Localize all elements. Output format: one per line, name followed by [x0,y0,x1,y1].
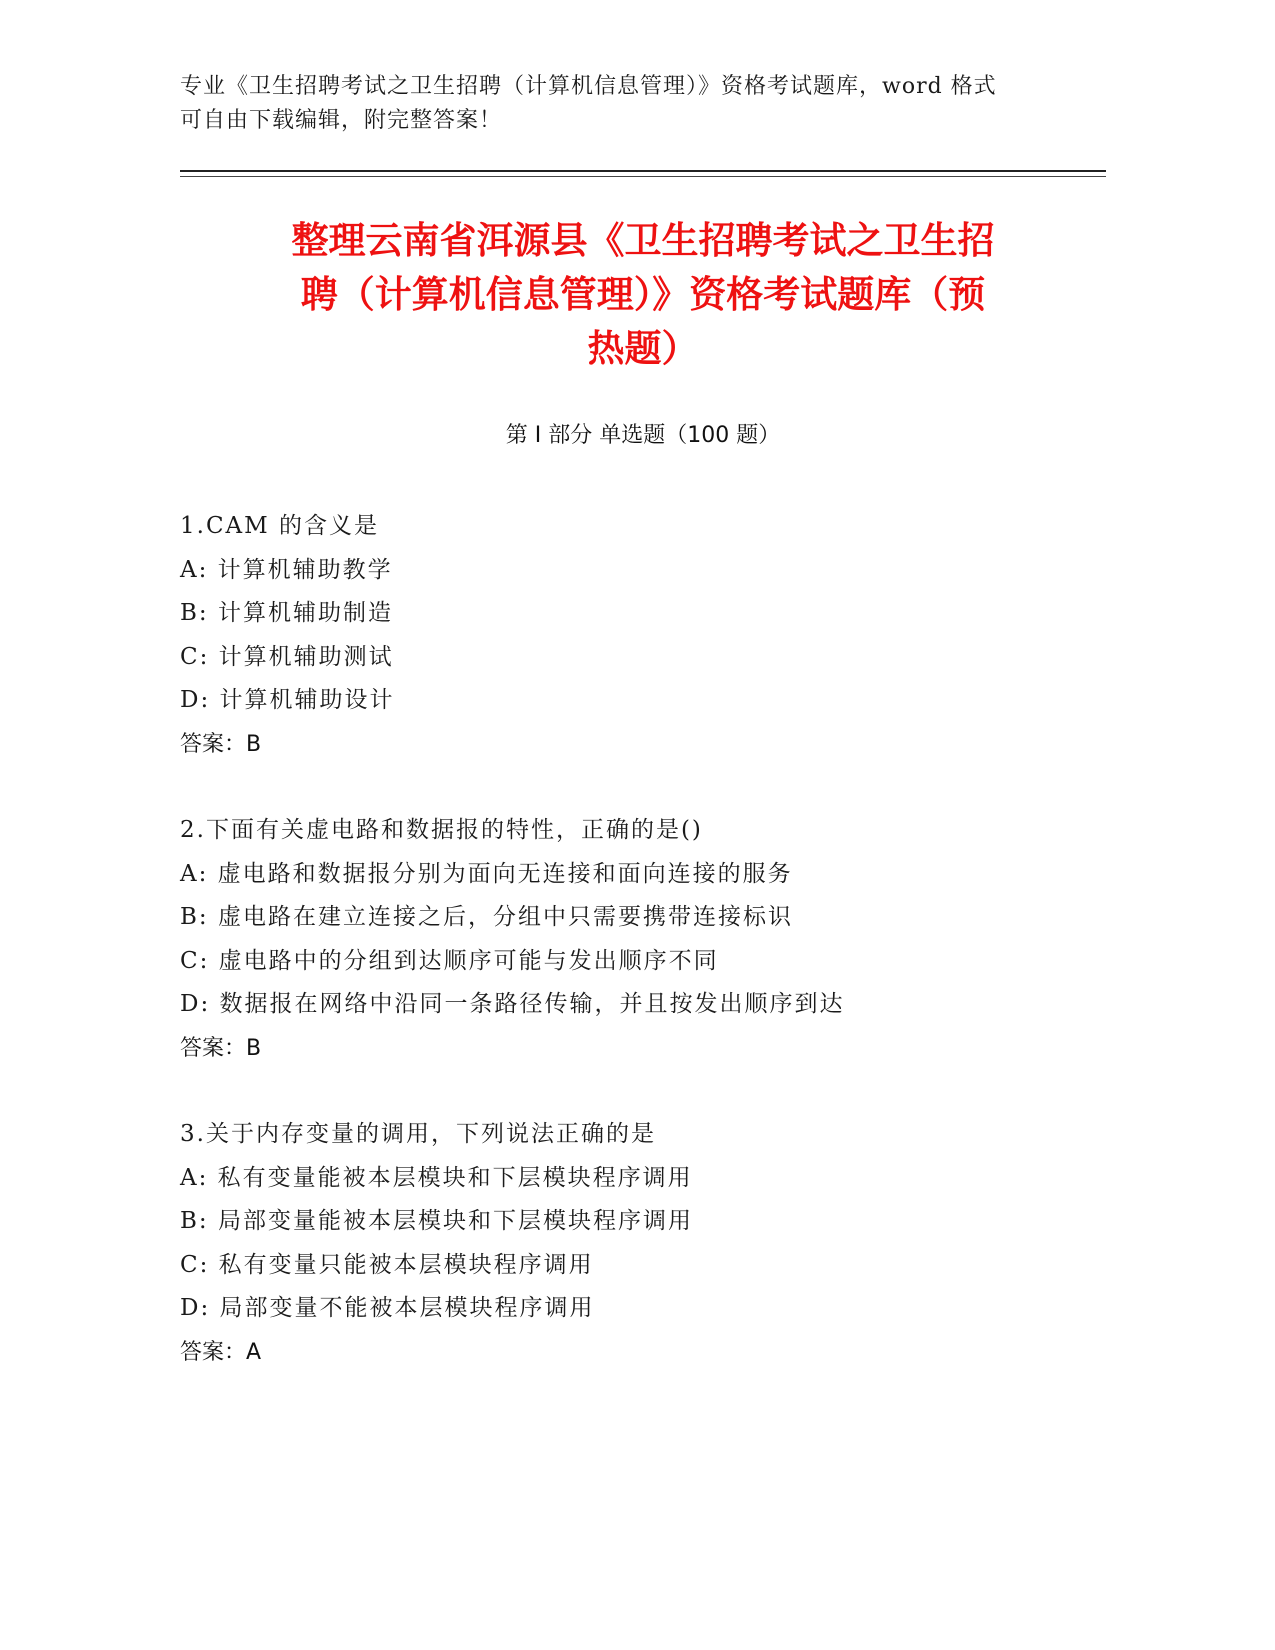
document-title [180,214,1106,376]
option-b: B: 局部变量能被本层模块和下层模块程序调用 [180,1208,693,1234]
answer: 答案：B [180,1035,262,1061]
question-2 [180,809,1106,1070]
option-c: C: 私有变量只能被本层模块程序调用 [180,1251,594,1278]
question-3 [180,1113,1106,1374]
option-b: B: 计算机辅助制造 [180,600,393,626]
option-b: B: 虚电路在建立连接之后，分组中只需要携带连接标识 [180,904,793,930]
header-divider-thin [180,176,1106,177]
header-note-line-2: 可自由下载编辑，附完整答案！ [180,108,503,133]
answer: 答案：B [180,731,262,757]
option-c: C: 计算机辅助测试 [180,643,394,670]
header-divider-thick [180,170,1106,172]
question-stem: 1.CAM 的含义是 [180,513,380,539]
question-list [180,505,1106,1417]
option-d: D: 数据报在网络中沿同一条路径传输，并且按发出顺序到达 [180,991,845,1017]
document-title-line-3: 热题） [587,327,699,370]
document-title-line-1: 整理云南省洱源县《卫生招聘考试之卫生招 [291,219,995,262]
option-d: D: 计算机辅助设计 [180,687,395,713]
question-stem: 2.下面有关虚电路和数据报的特性，正确的是() [180,817,703,843]
header-note-line-1: 专业《卫生招聘考试之卫生招聘（计算机信息管理）》资格考试题库，word 格式 [180,74,997,99]
section-title: 第 I 部分 单选题（100 题） [505,423,781,448]
answer: 答案：A [180,1339,262,1365]
question-1 [180,505,1106,766]
option-d: D: 局部变量不能被本层模块程序调用 [180,1295,595,1321]
question-stem: 3.关于内存变量的调用，下列说法正确的是 [180,1121,656,1147]
option-c: C: 虚电路中的分组到达顺序可能与发出顺序不同 [180,947,719,974]
document-title-line-2: 聘（计算机信息管理）》资格考试题库（预 [300,273,986,316]
option-a: A: 虚电路和数据报分别为面向无连接和面向连接的服务 [180,860,793,887]
option-a: A: 私有变量能被本层模块和下层模块程序调用 [180,1164,693,1191]
header-note [180,70,1040,138]
option-a: A: 计算机辅助教学 [180,556,393,583]
